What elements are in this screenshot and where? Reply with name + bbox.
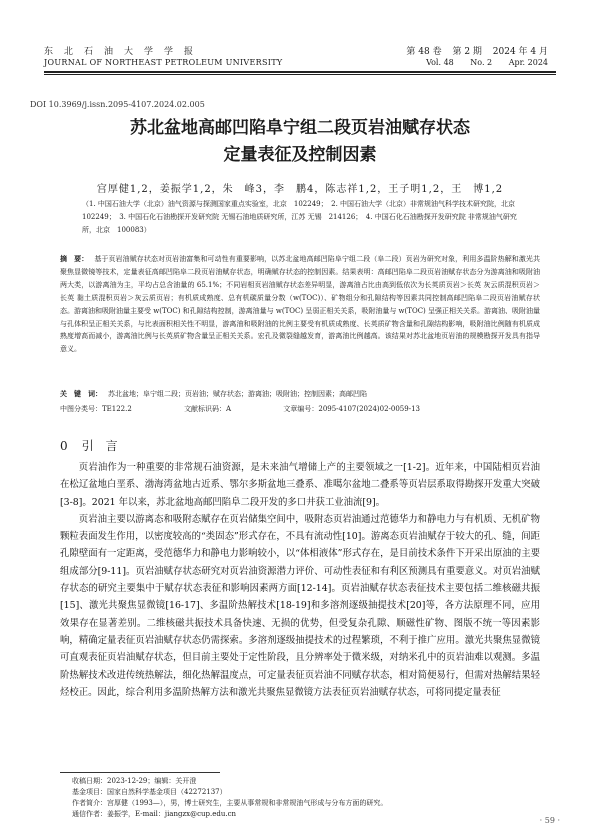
keywords-label: 关 键 词： (60, 389, 102, 398)
footnote-rule (60, 772, 220, 773)
section-number: 0 (60, 439, 68, 453)
journal-name-cn: 东北石油大学学报 (44, 47, 205, 57)
issue-info-cn (398, 44, 548, 57)
volume-cn: 第 48 卷 (406, 47, 442, 57)
issue-info-en (412, 58, 548, 67)
footnote-author: 作者简介：宫厚健（1993—），男，博士研究生，主要从事常规和非常规油气形成与分布方面的研究。 (72, 799, 388, 807)
paragraph-1: 页岩油作为一种重要的非常规石油资源，是未来油气增储上产的主要领域之一[1-2]。近年来，中国陆相页岩油在松辽盆地白垩系、渤海湾盆地古近系、鄂尔多斯盆地三叠系、准噶尔盆地二叠系等页岩层系取得勘探开发重大突破[3-8]。2021 年以来，苏北盆地高邮凹陷阜二段开发的多口井获工业油流[9]。 (60, 462, 540, 508)
footnotes (72, 776, 542, 820)
abstract-label: 摘 要： (60, 254, 89, 263)
footnote-received: 收稿日期：2023-12-29；编辑：关开澄 (72, 777, 197, 785)
number-en: No. 2 (470, 58, 493, 67)
paper-title (0, 115, 600, 169)
journal-name-en: JOURNAL OF NORTHEAST PETROLEUM UNIVERSITY (44, 58, 283, 67)
title-line-1: 苏北盆地高邮凹陷阜宁组二段页岩油赋存状态 (130, 118, 470, 138)
number-cn: 第 2 期 (452, 47, 482, 57)
section-title: 引 言 (81, 439, 118, 453)
abstract (60, 253, 540, 356)
section-heading (60, 437, 118, 454)
volume-en: Vol. 48 (426, 58, 454, 67)
footnote-funding: 基金项目：国家自然科学基金项目（42272137） (72, 788, 227, 796)
paragraph-2: 页岩油主要以游离态和吸附态赋存在页岩储集空间中，吸附态页岩油通过范德华力和静电力与有机质、无机矿物颗粒表面发生作用，以密度较高的“类固态”形式存在，不具有流动性[10]。游离态页岩油赋存于较大的孔、缝，间距孔隙壁面有一定距离，受范德华力和静电力影响较小，以“体相液体”形式存在，是目前技术条件下开采出原油的主要组成部分[9-11]。页岩油赋存状态研究对页岩油资源潜力评价、可动性表征和有利区预测具有重要意义。对页岩油赋存状态的研究主要集中于赋存状态表征和影响因素两方面[12-14]。页岩油赋存状态表征技术主要包括二维核磁共振[15]、激光共聚焦显微镜[16-17]、多温阶热解技术[18-19]和多溶剂逐级抽提技术[20]等，各方法原理不同，应用效果存在显著差别。二维核磁共振技术具备快速、无损的优势，但受复杂孔隙、顺磁性矿物、图版不统一等因素影响，精确定量表征页岩油赋存状态仍需探索。多溶剂逐级抽提技术的过程繁琐，不利于推广应用。激光共聚焦显微镜可直观表征页岩油赋存状态，但目前主要处于定性阶段，且分辨率处于微米级，对纳米孔中的页岩油难以观测。多温阶热解技术改进传统热解法，细化热解温度点，可定量表征页岩油不同赋存状态，相对简便易行，但需对热解结果轻烃校正。因此，综合利用多温阶热解方法和激光共聚焦显微镜方法表征页岩油赋存状态，可将同提定量表征 (60, 513, 540, 698)
document-code: 文献标识码：A (184, 405, 232, 413)
doi[interactable]: DOI 10.3969/j.issn.2095-4107.2024.02.005 (30, 100, 205, 109)
title-line-2: 定量表征及控制因素 (223, 145, 377, 165)
keywords (60, 389, 540, 399)
clc-number: 中图分类号：TE122.2 (60, 405, 132, 413)
header-rule-thick (44, 71, 556, 73)
date-cn: 2024 年 4 月 (492, 47, 548, 57)
body-text (60, 459, 540, 701)
page-number: · 59 · (539, 816, 560, 825)
keywords-text: 苏北盆地；阜宁组二段；页岩油；赋存状态；游离油；吸附油；控制因素；高邮凹陷 (108, 390, 367, 398)
affiliations: （1. 中国石油大学（北京）油气资源与探测国家重点实验室，北京 102249； 2. 中国石油大学（北京）非常规油气科学技术研究院，北京 102249； 3. 中国石化石油勘探开发研究院 无锡石油地质研究所，江苏 无锡 214126； 4. 中国石化石油勘探开发研究院 非常规油气研究所，北京 100083） (82, 200, 523, 234)
header-rule-thin (44, 74, 556, 75)
classification-line (60, 404, 540, 414)
date-en: Apr. 2024 (508, 58, 548, 67)
author-list: 宫厚健1,2，姜振学1,2，朱 峰3，李 鹏4，陈志祥1,2，王子明1,2，王 博1,2 (96, 184, 504, 195)
article-number: 文章编号：2095-4107(2024)02-0059-13 (283, 405, 420, 413)
abstract-text: 基于页岩油赋存状态对页岩油富集和可动性有重要影响，以苏北盆地高邮凹陷阜宁组二段（阜二段）页岩为研究对象，利用多温阶热解和激光共聚焦显微镜等技术，定量表征高邮凹陷阜二段页岩油赋存状态，明确赋存状态的控制因素。结果表明：高邮凹陷阜二段页岩油赋存状态分为游离油和吸附油两大类，以游离油为主，平均占总含油量的 65.1%；不同岩相页岩油赋存状态差异明显，游离油占比由高到低依次为长英质页岩＞长英 灰云质混积页岩＞长英 黏土质混积页岩＞灰云质页岩；有机质成熟度、总有机碳质量分数（w(TOC)）、矿物组分和孔隙结构等因素共同控制高邮凹陷阜二段页岩油赋存状态。游离油和吸附油量主要受 w(TOC) 和孔隙结构控制，游离油量与 w(TOC) 呈弱正相关关系，吸附油量与 w(TOC) 呈强正相关关系。游离油、吸附油量与孔体积呈正相关关系，与比表面积相关性不明显，游离油和吸附油的比例主要受有机质成熟度、长英质矿物含量和孔隙结构影响，吸附油比例随有机质成熟度增高而减小，游离油比例与长英质矿物含量呈正相关关系。宏孔及微裂缝越发育，游离油比例越高。该结果对苏北盆地页岩油的规模勘探开发具有指导意义。 (60, 255, 541, 354)
footnote-corresponding: 通信作者：姜振学，E-mail：jiangzx@cup.edu.cn (72, 810, 237, 818)
